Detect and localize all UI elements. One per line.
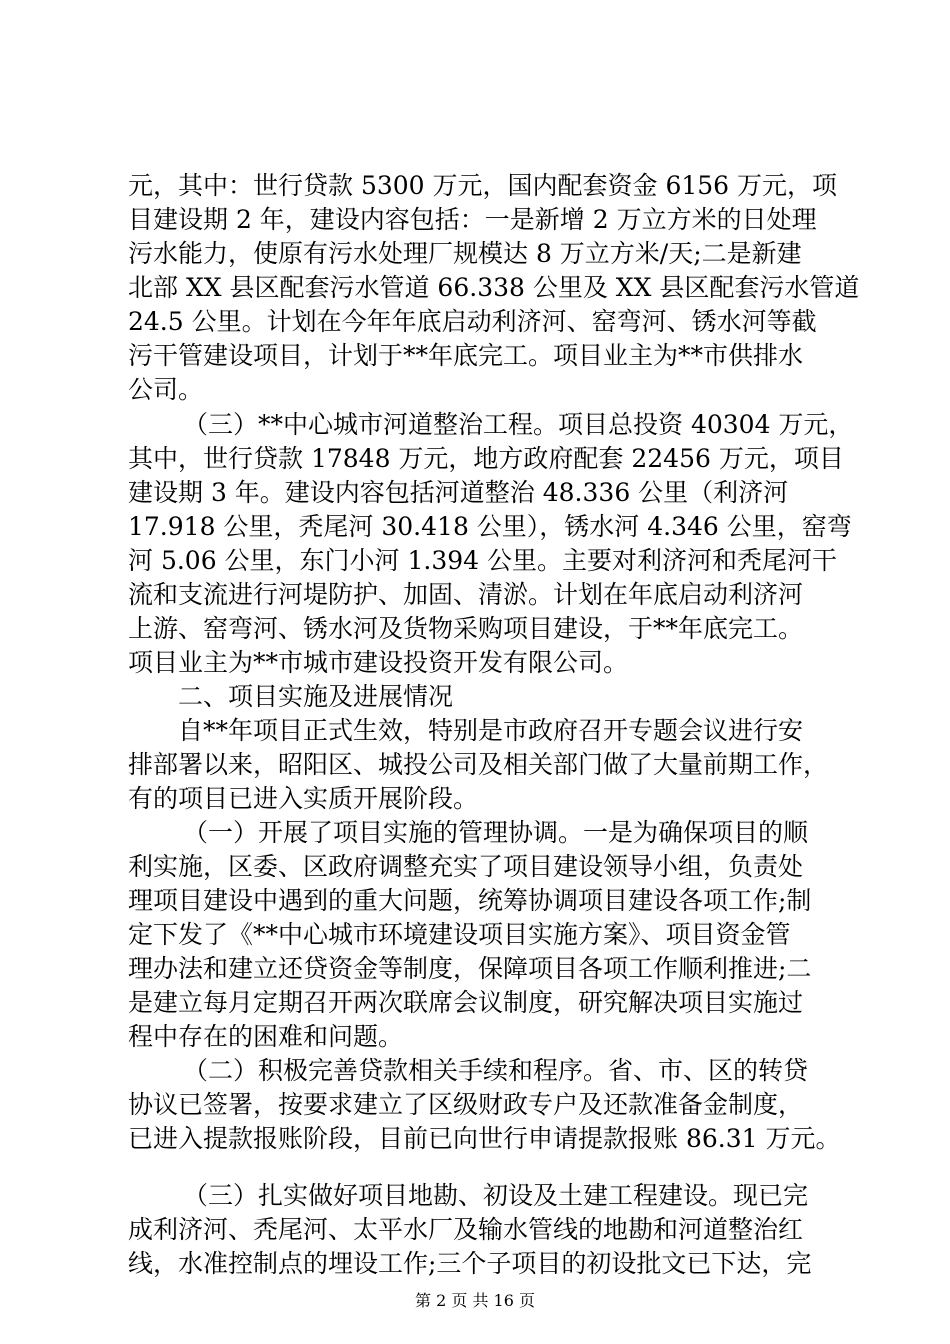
text-line: 污水能力，使原有污水处理厂规模达 8 万立方米/天;二是新建 bbox=[128, 239, 802, 268]
text-line: 河 5.06 公里，东门小河 1.394 公里。主要对利济河和秃尾河干 bbox=[128, 546, 838, 575]
text-line: 理项目建设中遇到的重大问题，统筹协调项目建设各项工作;制 bbox=[128, 886, 812, 915]
text-line: 上游、窑弯河、锈水河及货物采购项目建设，于**年底完工。 bbox=[128, 614, 804, 643]
text-line: 理办法和建立还贷资金等制度，保障项目各项工作顺利推进;二 bbox=[128, 954, 812, 983]
text-line: 成利济河、秃尾河、太平水厂及输水管线的地勘和河道整治红 bbox=[128, 1215, 804, 1244]
text-line: 17.918 公里，秃尾河 30.418 公里），锈水河 4.346 公里，窑弯 bbox=[128, 512, 852, 541]
text-line: 其中，世行贷款 17848 万元，地方政府配套 22456 万元，项目 bbox=[128, 444, 844, 473]
section-heading-line: （三）**中心城市河道整治工程。项目总投资 40304 万元， bbox=[183, 410, 854, 439]
text-line: 线，水准控制点的埋设工作;三个子项目的初设批文已下达，完 bbox=[128, 1249, 812, 1278]
page-number-footer: 第 2 页 共 16 页 bbox=[415, 1291, 535, 1310]
text-line: 协议已签署，按要求建立了区级财政专户及还款准备金制度， bbox=[128, 1090, 804, 1119]
text-line: 项目业主为**市城市建设投资开发有限公司。 bbox=[128, 648, 629, 677]
text-line: （一）开展了项目实施的管理协调。一是为确保项目的顺 bbox=[183, 818, 809, 847]
text-line: 有的项目已进入实质开展阶段。 bbox=[128, 784, 479, 813]
text-line: 自**年项目正式生效，特别是市政府召开专题会议进行安 bbox=[178, 716, 804, 745]
text-line: 利实施，区委、区政府调整充实了项目建设领导小组，负责处 bbox=[128, 852, 804, 881]
text-line: 污干管建设项目，计划于**年底完工。项目业主为**市供排水 bbox=[128, 341, 804, 370]
text-line: （二）积极完善贷款相关手续和程序。省、市、区的转贷 bbox=[183, 1056, 809, 1085]
text-line: 目建设期 2 年，建设内容包括：一是新增 2 万立方米的日处理 bbox=[128, 205, 817, 234]
text-line: （三）扎实做好项目地勘、初设及土建工程建设。现已完 bbox=[183, 1181, 809, 1210]
text-line: 公司。 bbox=[128, 375, 204, 404]
text-line: 24.5 公里。计划在今年年底启动利济河、窑弯河、锈水河等截 bbox=[128, 307, 817, 336]
text-line: 已进入提款报账阶段，目前已向世行申请提款报账 86.31 万元。 bbox=[128, 1124, 841, 1153]
section-heading: 二、项目实施及进展情况 bbox=[178, 682, 454, 711]
text-line: 是建立每月定期召开两次联席会议制度，研究解决项目实施过 bbox=[128, 988, 804, 1017]
text-line: 排部署以来，昭阳区、城投公司及相关部门做了大量前期工作， bbox=[128, 750, 829, 779]
text-line: 建设期 3 年。建设内容包括河道整治 48.336 公里（利济河 bbox=[128, 478, 789, 507]
text-line: 流和支流进行河堤防护、加固、清淤。计划在年底启动利济河 bbox=[128, 580, 804, 609]
text-line: 程中存在的困难和问题。 bbox=[128, 1022, 404, 1051]
text-line: 元，其中：世行贷款 5300 万元，国内配套资金 6156 万元，项 bbox=[128, 171, 838, 200]
text-line: 北部 XX 县区配套污水管道 66.338 公里及 XX 县区配套污水管道 bbox=[128, 273, 860, 302]
text-line: 定下发了《**中心城市环境建设项目实施方案》、项目资金管 bbox=[128, 920, 791, 949]
